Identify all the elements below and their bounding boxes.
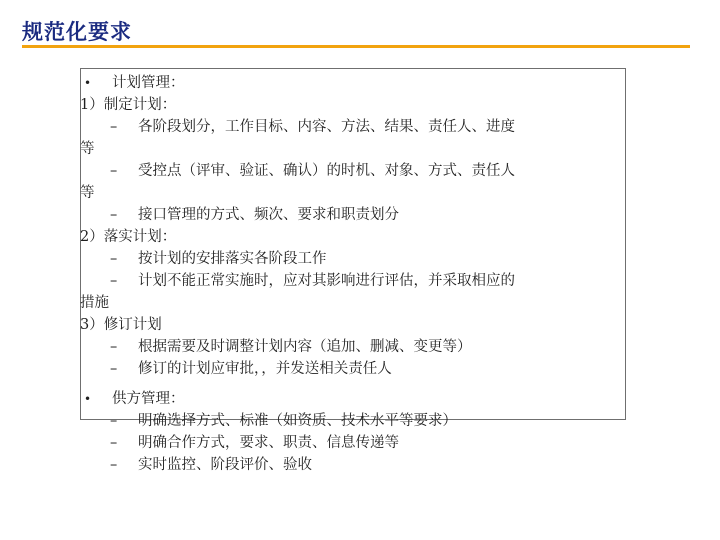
dash-icon: – — [110, 163, 118, 179]
dash-icon: – — [110, 273, 118, 289]
dash-icon: – — [110, 251, 118, 267]
plan-step-2-item-a — [80, 248, 680, 270]
page-title: 规范化要求 — [22, 20, 132, 44]
plan-step-3-item-b — [80, 358, 680, 380]
plan-step-1: 1）制定计划： — [80, 97, 177, 113]
plan-heading-line — [80, 72, 680, 94]
bullet-icon: • — [84, 76, 92, 90]
item-text: 修订的计划应审批，，并发送相关责任人 — [138, 361, 392, 377]
item-text: 受控点（评审、验证、确认）的时机、对象、方式、责任人 — [138, 163, 515, 179]
item-text: 明确合作方式，要求、职责、信息传递等 — [138, 435, 399, 451]
supplier-heading-line — [80, 388, 680, 410]
supplier-item-b — [80, 432, 680, 454]
plan-step-3-item-a — [80, 336, 680, 358]
supplier-item-c — [80, 454, 680, 476]
plan-step-1-item-b — [80, 160, 680, 182]
item-text: 按计划的安排落实各阶段工作 — [138, 251, 327, 267]
item-text: 根据需要及时调整计划内容（追加、删减、变更等） — [138, 339, 472, 355]
item-text: 计划不能正常实施时，应对其影响进行评估，并采取相应的 — [138, 273, 515, 289]
plan-step-1-item-a-cont: 等 — [80, 141, 95, 157]
item-text: 接口管理的方式、频次、要求和职责划分 — [138, 207, 399, 223]
item-text: 各阶段划分，工作目标、内容、方法、结果、责任人、进度 — [138, 119, 515, 135]
section-gap — [80, 380, 680, 388]
dash-icon: – — [110, 119, 118, 135]
plan-step-2-item-b-cont: 措施 — [80, 295, 109, 311]
dash-icon: – — [110, 435, 118, 451]
plan-step-1-item-a — [80, 116, 680, 138]
plan-heading: 计划管理： — [112, 75, 185, 91]
dash-icon: – — [110, 457, 118, 473]
dash-icon: – — [110, 207, 118, 223]
bullet-icon: • — [84, 392, 92, 406]
plan-step-1-item-b-cont: 等 — [80, 185, 95, 201]
item-text: 明确选择方式、标准（如资质、技术水平等要求） — [138, 413, 457, 429]
plan-step-3: 3）修订计划 — [80, 317, 162, 333]
title-underline — [22, 45, 690, 48]
dash-icon: – — [110, 339, 118, 355]
dash-icon: – — [110, 361, 118, 377]
plan-step-2-item-b — [80, 270, 680, 292]
plan-step-2: 2）落实计划： — [80, 229, 177, 245]
item-text: 实时监控、阶段评价、验收 — [138, 457, 312, 473]
supplier-heading: 供方管理： — [112, 391, 185, 407]
dash-icon: – — [110, 413, 118, 429]
plan-step-1-item-c — [80, 204, 680, 226]
requirements-text — [80, 72, 680, 476]
supplier-item-a — [80, 410, 680, 432]
